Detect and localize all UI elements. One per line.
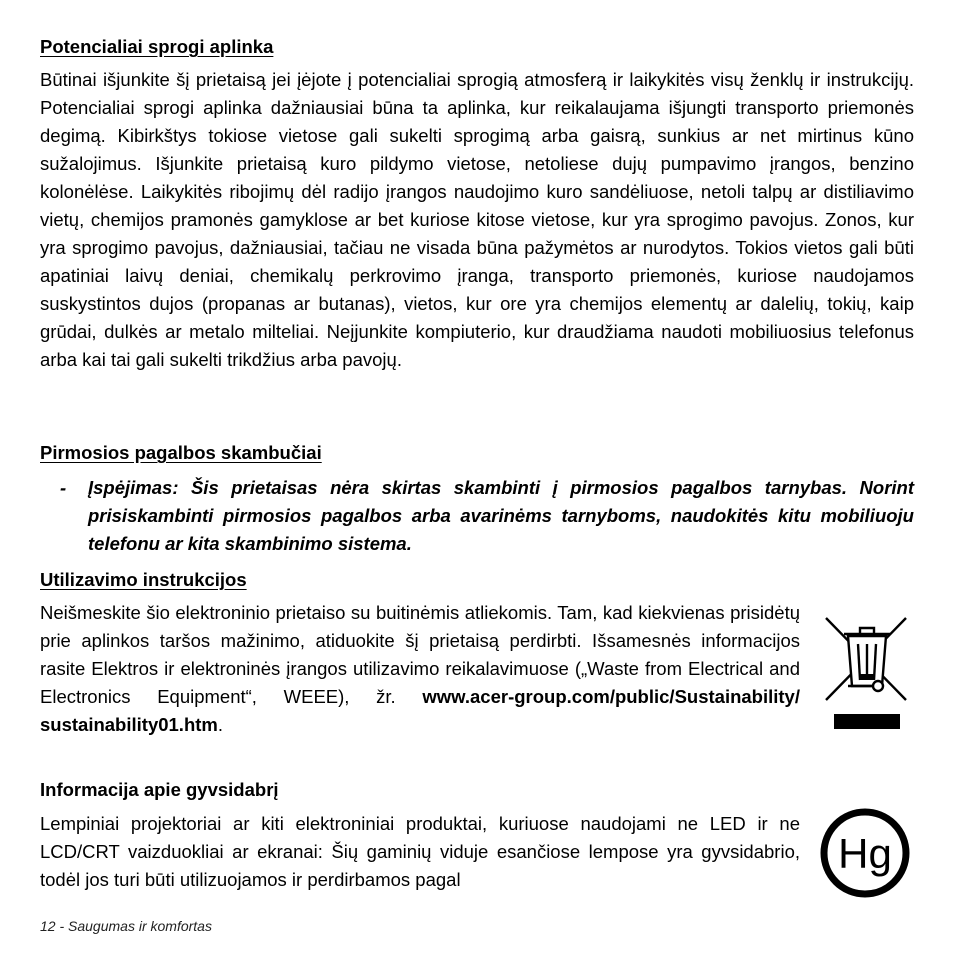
emergency-warning — [60, 474, 914, 558]
paragraph-mercury: Lempiniai projektoriai ar kiti elektroniniai produktai, kuriuose naudojami ne LED ir ne LCD/CRT vaizduokliai ar ekranai: Šių gaminių viduje esančiose lempose yra gyvsidabrio, todėl jos turi būti utilizuojamos ir perdirbamos pagal — [40, 813, 800, 890]
warning-text: Įspėjimas: Šis prietaisas nėra skirtas skambinti į pirmosios pagalbos tarnybas. Norint prisiskambinti pirmosios pagalbos arba avarinėms tarnyboms, naudokitės kitu mobiliuoju telefonu ar kita skambinimo sistema. — [88, 477, 914, 554]
hg-label: Hg — [838, 830, 892, 877]
page-footer: 12 - Saugumas ir komfortas — [40, 918, 212, 934]
heading-disposal: Utilizavimo instrukcijos — [40, 569, 247, 590]
mercury-hg-icon — [820, 808, 910, 898]
heading-mercury: Informacija apie gyvsidabrį — [40, 779, 279, 800]
heading-explosive-environment: Potencialiai sprogi aplinka — [40, 36, 274, 57]
disposal-text-end: . — [217, 714, 223, 735]
list-dash: - — [60, 477, 67, 498]
sustainability-link[interactable]: www.acer-group.com/public/Sustainability/ sustainability01.htm — [40, 686, 800, 735]
paragraph-explosive-environment: Būtinai išjunkite šį prietaisą jei įėjote į potencialiai sprogią atmosferą ir laikykitės visų ženklų ir instrukcijų. Potencialiai sprogi aplinka dažniausiai būna ta aplinka, kur reikalaujama išjungti transporto priemonės degimą. Kibirkštys tokiose vietose gali sukelti sprogimą arba gaisrą, sunkius ar net mirtinus kūno sužalojimus. Išjunkite prietaisą kuro pildymo vietose, netoliese dujų pumpavimo įrangos, benzino kolonėlėse. Laikykitės ribojimų dėl radijo įrangos naudojimo kuro sandėliuose, netoli talpų ar distiliavimo vietų, chemijos pramonės gamyklose ar bet kuriose kitose vietose, kur yra sprogimo pavojus. Zonos, kur yra sprogimo pavojus, dažniausiai, tačiau ne visada būna pažymėtos ar nurodytos. Tokios vietos gali būti apatiniai laivų deniai, chemikalų perkrovimo įranga, transporto priemonės, kuriose naudojamos suskystintos dujos (propanas ar butanas), vietos, kur ore yra chemijos elementų ar dalelių, tokių, kaip grūdai, dulkės ar metalo milteliai. Neįjunkite kompiuterio, kur draudžiama naudoti mobiliuosius telefonus arba kai tai gali sukelti trikdžius arba pavojų. — [40, 69, 914, 370]
weee-crossed-bin-icon — [824, 614, 910, 732]
heading-emergency-calls: Pirmosios pagalbos skambučiai — [40, 442, 322, 463]
disposal-text: Neišmeskite šio elektroninio prietaiso su buitinėmis atliekomis. Tam, kad kiekvienas prisidėtų prie aplinkos taršos mažinimo, atiduokite šį prietaisą perdirbti. Išsamesnės informacijos rasite Elektros ir elektroninės įrangos utilizavimo reikalavimuose („Waste from Electrical and Electronics Equipment“, WEEE), žr. — [40, 602, 800, 707]
paragraph-disposal — [40, 599, 800, 739]
